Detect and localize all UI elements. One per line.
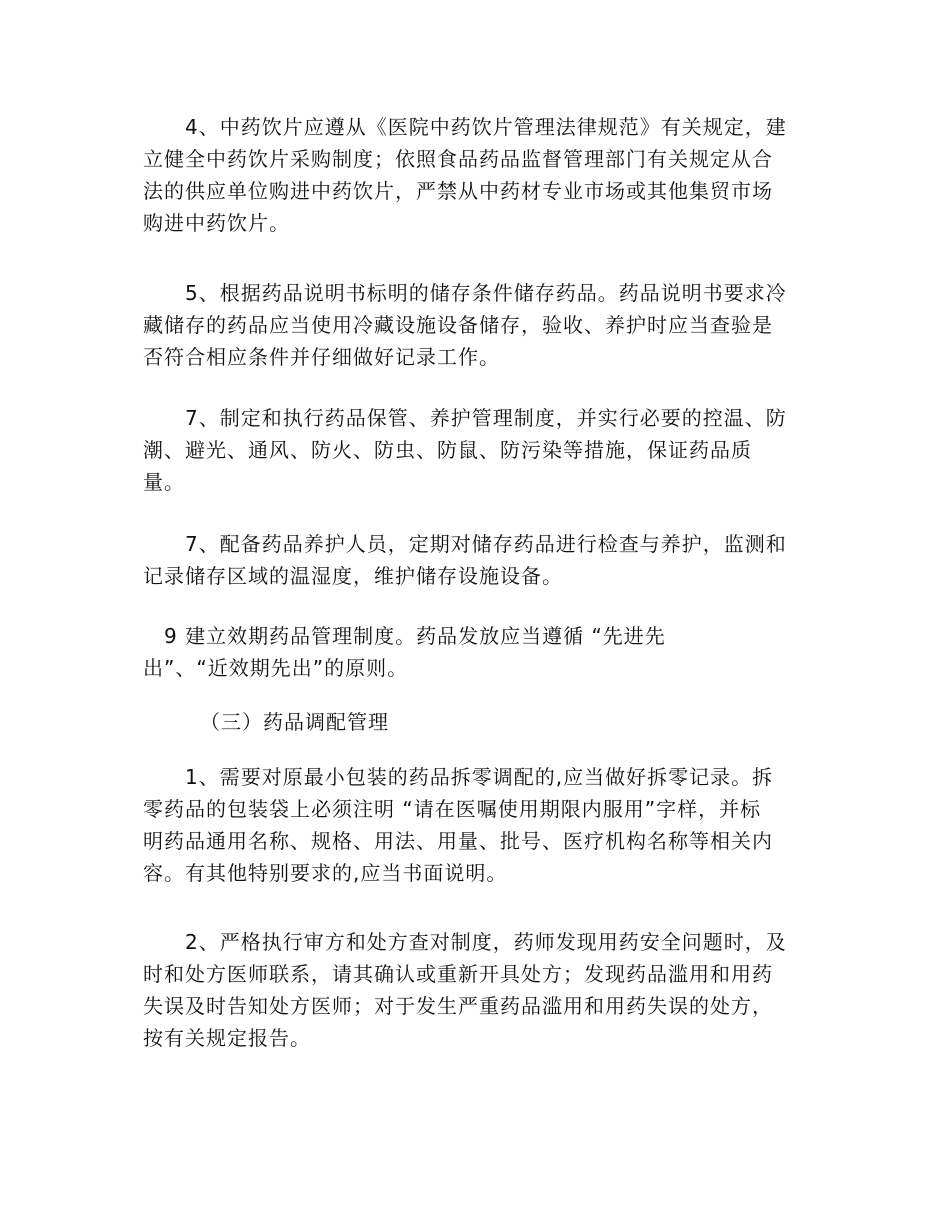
paragraph-line: 时和处方医师联系，请其确认或重新开具处方；发现药品滥用和用药 bbox=[143, 962, 773, 986]
paragraph-line: 立健全中药饮片采购制度；依照食品药品监督管理部门有关规定从合 bbox=[143, 147, 773, 171]
paragraph-4 bbox=[143, 111, 803, 239]
paragraph-line: 出”、“近效期先出”的原则。 bbox=[143, 656, 409, 680]
paragraph-dispensing-2 bbox=[143, 926, 803, 1054]
paragraph-line: 记录储存区域的温湿度，维护储存设施设备。 bbox=[143, 564, 563, 588]
paragraph-line: 失误及时告知处方医师；对于发生严重药品滥用和用药失误的处方， bbox=[143, 994, 773, 1018]
paragraph-line: 2、严格执行审方和处方查对制度，药师发现用药安全问题时，及 bbox=[185, 930, 787, 954]
paragraph-5 bbox=[143, 277, 803, 373]
paragraph-line: 1、需要对原最小包装的药品拆零调配的,应当做好拆零记录。拆 bbox=[185, 765, 774, 789]
paragraph-line: 明药品通用名称、规格、用法、用量、批号、医疗机构名称等相关内 bbox=[143, 829, 773, 853]
paragraph-line: 7、配备药品养护人员，定期对储存药品进行检查与养护，监测和 bbox=[185, 532, 787, 556]
paragraph-line: 购进中药饮片。 bbox=[143, 211, 290, 235]
paragraph-line: 否符合相应条件并仔细做好记录工作。 bbox=[143, 345, 500, 369]
paragraph-line: 按有关规定报告。 bbox=[143, 1026, 311, 1050]
paragraph-line: 潮、避光、通风、防火、防虫、防鼠、防污染等措施，保证药品质 bbox=[143, 438, 752, 462]
paragraph-7-maintenance bbox=[143, 528, 803, 592]
paragraph-line: 量。 bbox=[143, 470, 185, 494]
paragraph-line: 容。有其他特别要求的,应当书面说明。 bbox=[143, 861, 508, 885]
paragraph-7-storage bbox=[143, 402, 803, 498]
paragraph-line: 7、制定和执行药品保管、养护管理制度，并实行必要的控温、防 bbox=[185, 406, 787, 430]
paragraph-line: 9 建立效期药品管理制度。药品发放应当遵循 “先进先 bbox=[164, 624, 666, 648]
paragraph-dispensing-1 bbox=[143, 761, 803, 889]
paragraph-line: 5、根据药品说明书标明的储存条件储存药品。药品说明书要求冷 bbox=[185, 281, 787, 305]
section-heading: （三）药品调配管理 bbox=[200, 710, 389, 734]
paragraph-line: 4、中药饮片应遵从《医院中药饮片管理法律规范》有关规定，建 bbox=[185, 115, 787, 139]
paragraph-line: 藏储存的药品应当使用冷藏设施设备储存，验收、养护时应当查验是 bbox=[143, 313, 773, 337]
paragraph-line: 零药品的包装袋上必须注明 “请在医嘱使用期限内服用”字样，并标 bbox=[143, 797, 762, 821]
paragraph-line: 法的供应单位购进中药饮片，严禁从中药材专业市场或其他集贸市场 bbox=[143, 179, 773, 203]
paragraph-9 bbox=[143, 620, 803, 684]
